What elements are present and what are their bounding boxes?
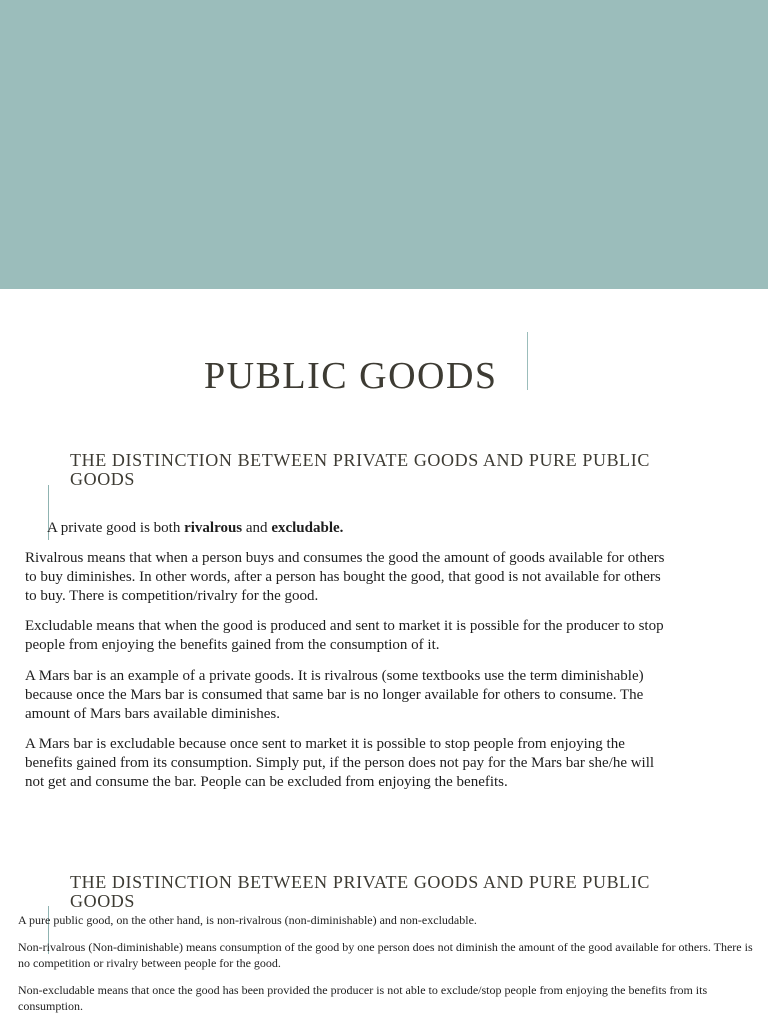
paragraph-mars-rivalrous: A Mars bar is an example of a private goods. It is rivalrous (some textbooks use the term diminishable) because once the Mars bar is consumed that same bar is no longer available for others to consume. The amount of Mars bars available diminishes. — [25, 668, 644, 722]
paragraph-non-rivalrous: Non-rivalrous (Non-diminishable) means consumption of the good by one person does not diminish the amount of the good available for others. There is no competition or rivalry between people for the good. — [18, 940, 753, 970]
intro-text: A private good is both — [47, 520, 185, 536]
term-excludable: excludable. — [271, 520, 344, 536]
page-title: PUBLIC GOODS — [204, 355, 498, 397]
paragraph-mars-excludable: A Mars bar is excludable because once sent to market it is possible to stop people from enjoying the benefits gained from its consumption. Simply put, if the person does not pay for the Mars bar she/he will not get and consume the bar. People can be excluded from enjoying the benefits. — [25, 736, 655, 790]
paragraph-public-good: A pure public good, on the other hand, is non-rivalrous (non-diminishable) and non-excludable. — [18, 913, 477, 927]
title-divider — [527, 332, 528, 390]
header-banner — [0, 0, 768, 289]
paragraph-non-excludable: Non-excludable means that once the good has been provided the producer is not able to exclude/stop people from enjoying the benefits from its consumption. — [18, 983, 708, 1013]
intro-connector: and — [242, 520, 272, 536]
private-good-definition — [47, 519, 343, 538]
paragraph-rivalrous: Rivalrous means that when a person buys and consumes the good the amount of goods available for others to buy diminishes. In other words, after a person has bought the good, that good is not available for others to buy. There is competition/rivalry for the good. — [25, 550, 665, 604]
paragraph-excludable: Excludable means that when the good is produced and sent to market it is possible for the producer to stop people from enjoying the benefits gained from the consumption of it. — [25, 618, 664, 653]
term-rivalrous: rivalrous — [184, 520, 243, 536]
section-heading-public-goods: THE DISTINCTION BETWEEN PRIVATE GOODS AND PURE PUBLIC GOODS — [70, 872, 650, 911]
section-heading-private-vs-public: THE DISTINCTION BETWEEN PRIVATE GOODS AND PURE PUBLIC GOODS — [70, 450, 650, 489]
